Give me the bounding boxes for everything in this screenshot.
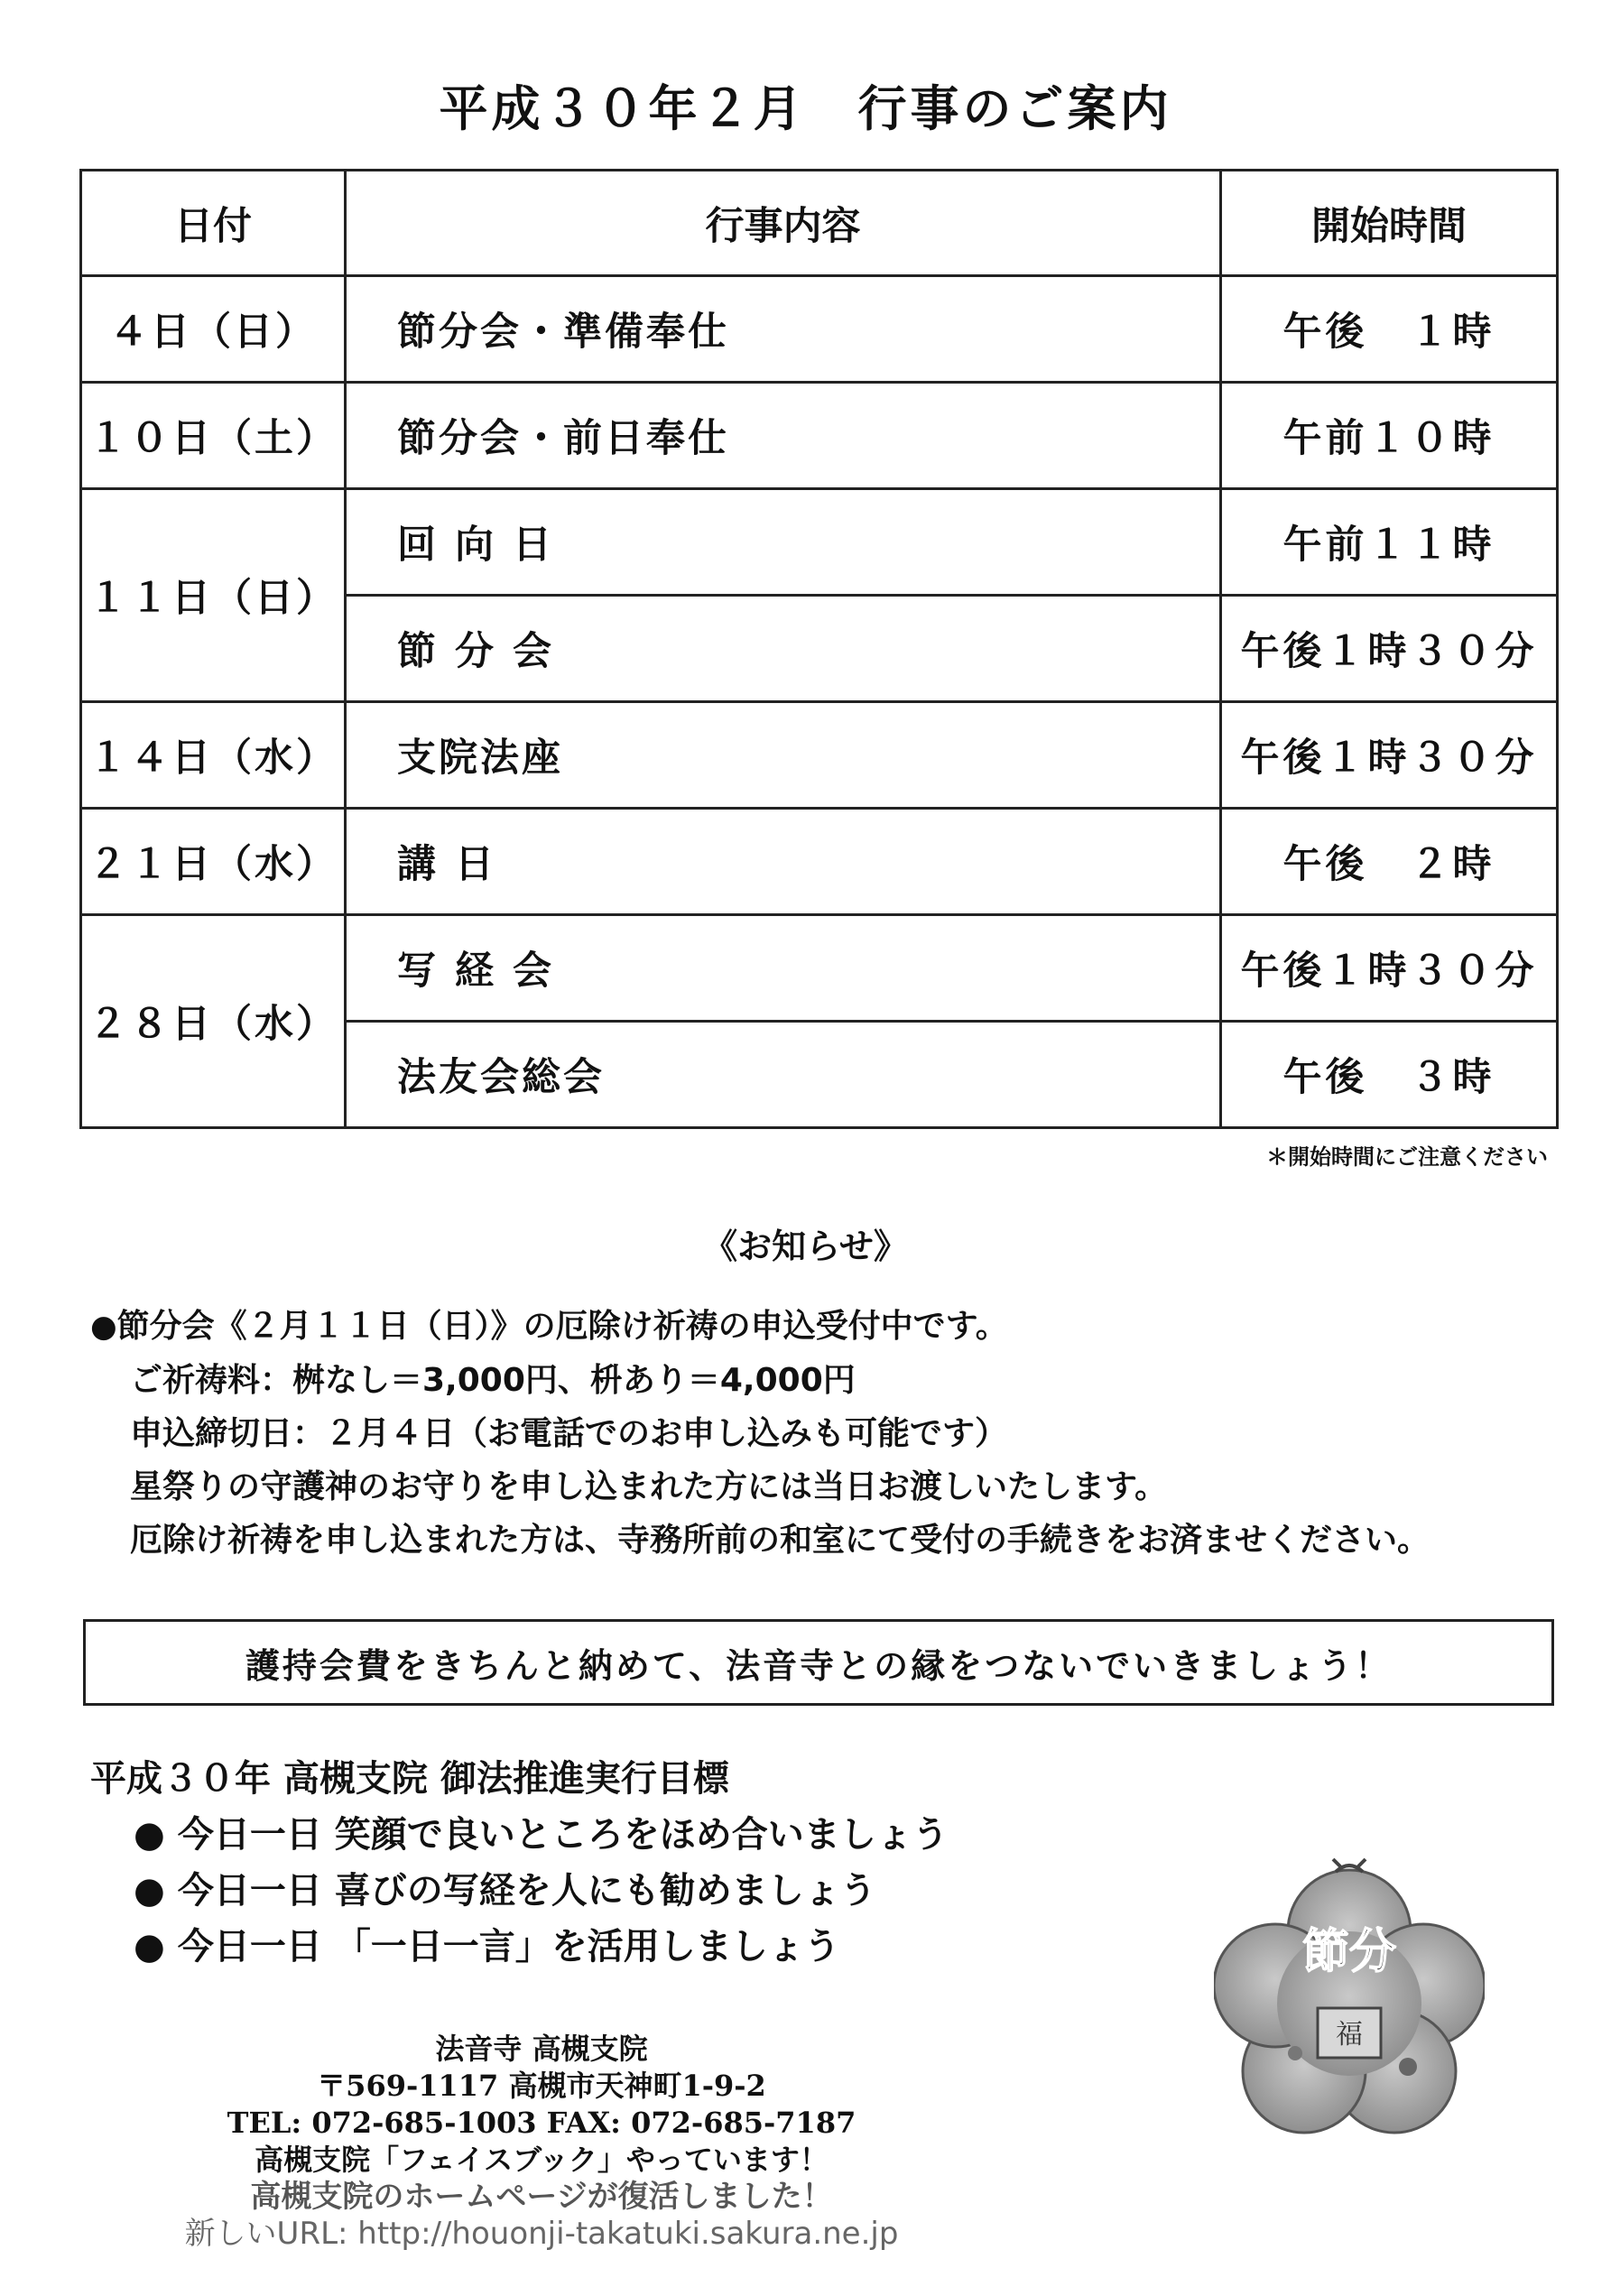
header-event: 行事内容 [346, 171, 1221, 276]
event-schedule-table [79, 169, 1559, 1129]
event-name: 節分会・前日奉仕 [346, 383, 1221, 489]
table-row [81, 809, 1558, 915]
notice-section [90, 1300, 1570, 1567]
event-time: 午前１１時 [1221, 489, 1558, 596]
goal-item [90, 1807, 949, 1863]
event-time: 午後１時３０分 [1221, 915, 1558, 1022]
event-date: ４日（日） [81, 276, 346, 383]
notice-text: 節分会《２月１１日（日）》の厄除け祈祷の申込受付中です。 [116, 1308, 1008, 1345]
event-time: 午後 １時 [1221, 276, 1558, 383]
footer-url[interactable]: 新しいURL: http://houonji-takatuki.sakura.ne.jp [184, 2216, 899, 2252]
bullet-icon: ● [134, 1814, 178, 1856]
event-name: 節分会・準備奉仕 [346, 276, 1221, 383]
event-time: 午後１時３０分 [1221, 702, 1558, 809]
event-name: 回 向 日 [346, 489, 1221, 596]
page-title: 平成３０年２月 行事のご案内 [439, 80, 1172, 137]
event-time: 午前１０時 [1221, 383, 1558, 489]
event-time: 午後 ２時 [1221, 809, 1558, 915]
footer-org: 法音寺 高槻支院 [435, 2032, 648, 2066]
event-name: 講 日 [346, 809, 1221, 915]
event-date: １４日（水） [81, 702, 346, 809]
notice-heading: 《お知らせ》 [703, 1227, 908, 1266]
event-name: 節 分 会 [346, 596, 1221, 702]
event-name: 法友会総会 [346, 1022, 1221, 1128]
event-date: ２１日（水） [81, 809, 346, 915]
goal-item [90, 1919, 949, 1975]
footer [0, 2031, 1083, 2253]
goals-title: 平成３０年 高槻支院 御法推進実行目標 [90, 1758, 729, 1800]
goal-text: 今日一日 笑顔で良いところをほめ合いましょう [177, 1814, 949, 1856]
event-name: 写 経 会 [346, 915, 1221, 1022]
bullet-icon: ● [90, 1309, 117, 1345]
footer-tel-fax: TEL: 072-685-1003 FAX: 072-685-7187 [227, 2106, 856, 2140]
notice-line: 申込締切日：２月４日（お電話でのお申し込みも可能です） [130, 1415, 1008, 1452]
notice-line: ご祈祷料：桝なし＝3,000円、枡あり＝4,000円 [130, 1362, 856, 1399]
notice-line: 星祭りの守護神のお守りを申し込まれた方には当日お渡しいたします。 [130, 1468, 1168, 1505]
event-date: １０日（土） [81, 383, 346, 489]
start-time-note: ＊開始時間にご注意ください [1266, 1144, 1548, 1170]
goal-text: 今日一日 喜びの写経を人にも勧めましょう [177, 1870, 876, 1912]
bullet-icon: ● [134, 1870, 178, 1912]
logo-text: 節分 [1301, 1924, 1397, 1979]
table-row [81, 702, 1558, 809]
header-start-time: 開始時間 [1221, 171, 1558, 276]
table-row [81, 276, 1558, 383]
event-time: 午後 ３時 [1221, 1022, 1558, 1128]
footer-facebook: 高槻支院「フェイスブック」やっています！ [255, 2143, 829, 2177]
footer-homepage: 高槻支院のホームページが復活しました！ [250, 2179, 833, 2215]
table-header-row [81, 171, 1558, 276]
bullet-icon: ● [134, 1926, 178, 1967]
event-name: 支院法座 [346, 702, 1221, 809]
footer-address: 〒569-1117 高槻市天神町1-9-2 [317, 2069, 766, 2103]
membership-banner: 護持会費をきちんと納めて、法音寺との縁をつないでいきましょう！ [83, 1619, 1554, 1706]
goal-item [90, 1863, 949, 1919]
event-date: ２８日（水） [81, 915, 346, 1128]
table-row [81, 489, 1558, 596]
notice-line: 厄除け祈祷を申し込まれた方は、寺務所前の和室にて受付の手続きをお済ませください。 [130, 1522, 1430, 1559]
table-row [81, 383, 1558, 489]
header-date: 日付 [81, 171, 346, 276]
goal-text: 今日一日 「一日一言」を活用しましょう [177, 1926, 840, 1967]
logo-badge-text: 福 [1336, 2019, 1363, 2051]
notice-line [90, 1300, 1570, 1354]
setsubun-flower-logo [1214, 1850, 1485, 2148]
event-time: 午後１時３０分 [1221, 596, 1558, 702]
table-row [81, 915, 1558, 1022]
goals-section [90, 1751, 949, 1975]
event-date: １１日（日） [81, 489, 346, 702]
